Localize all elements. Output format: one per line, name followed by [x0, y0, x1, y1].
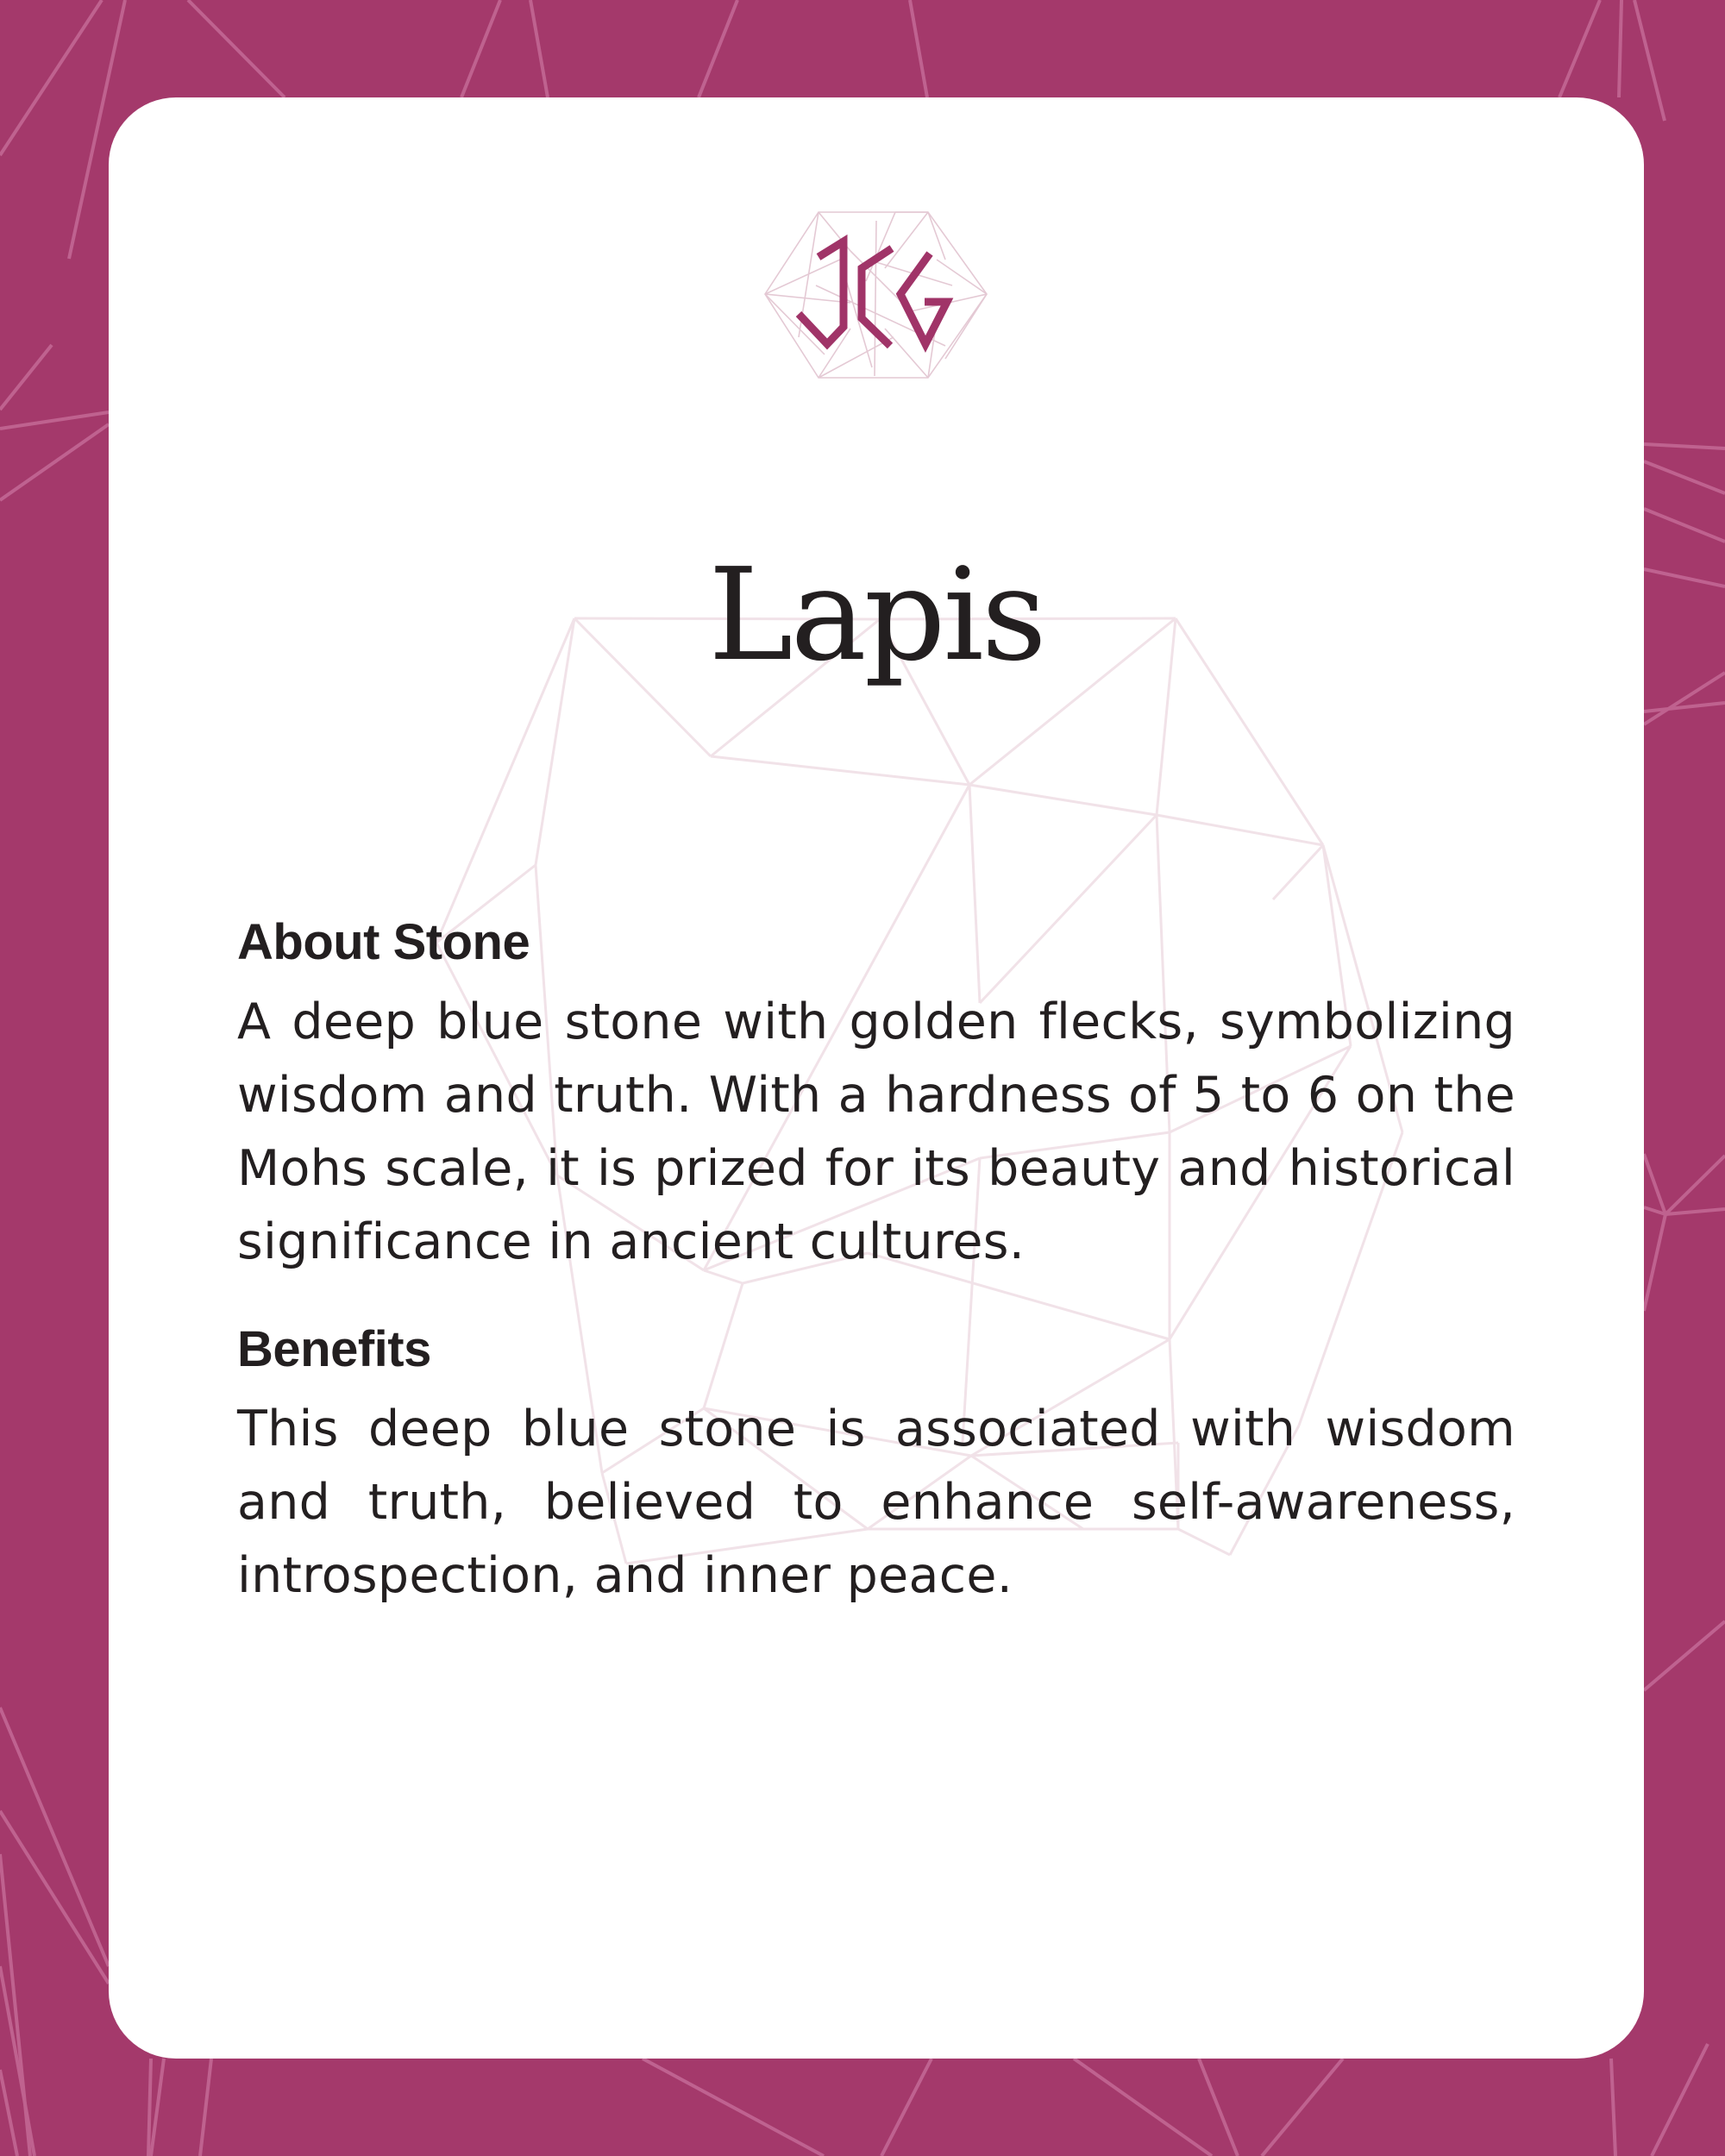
stone-description [237, 908, 1515, 1613]
stone-title: Lapis [708, 541, 1044, 689]
about-stone-text: A deep blue stone with golden flecks, symbolizing wisdom and truth. With a hardness of 5 to 6 on the Mohs scale, it is prized for its beauty and historical significance in ancient cultures. [237, 993, 1515, 1270]
benefits-heading: Benefits [237, 1321, 431, 1377]
benefits-text: This deep blue stone is associated with wisdom and truth, believed to enhance self-awareness, introspection, and inner peace. [237, 1401, 1515, 1604]
about-stone-heading: About Stone [237, 914, 530, 970]
stone-info-card [109, 97, 1644, 2059]
jcg-logo [764, 208, 988, 380]
benefits-section [237, 1315, 1515, 1613]
about-stone-section [237, 908, 1515, 1279]
